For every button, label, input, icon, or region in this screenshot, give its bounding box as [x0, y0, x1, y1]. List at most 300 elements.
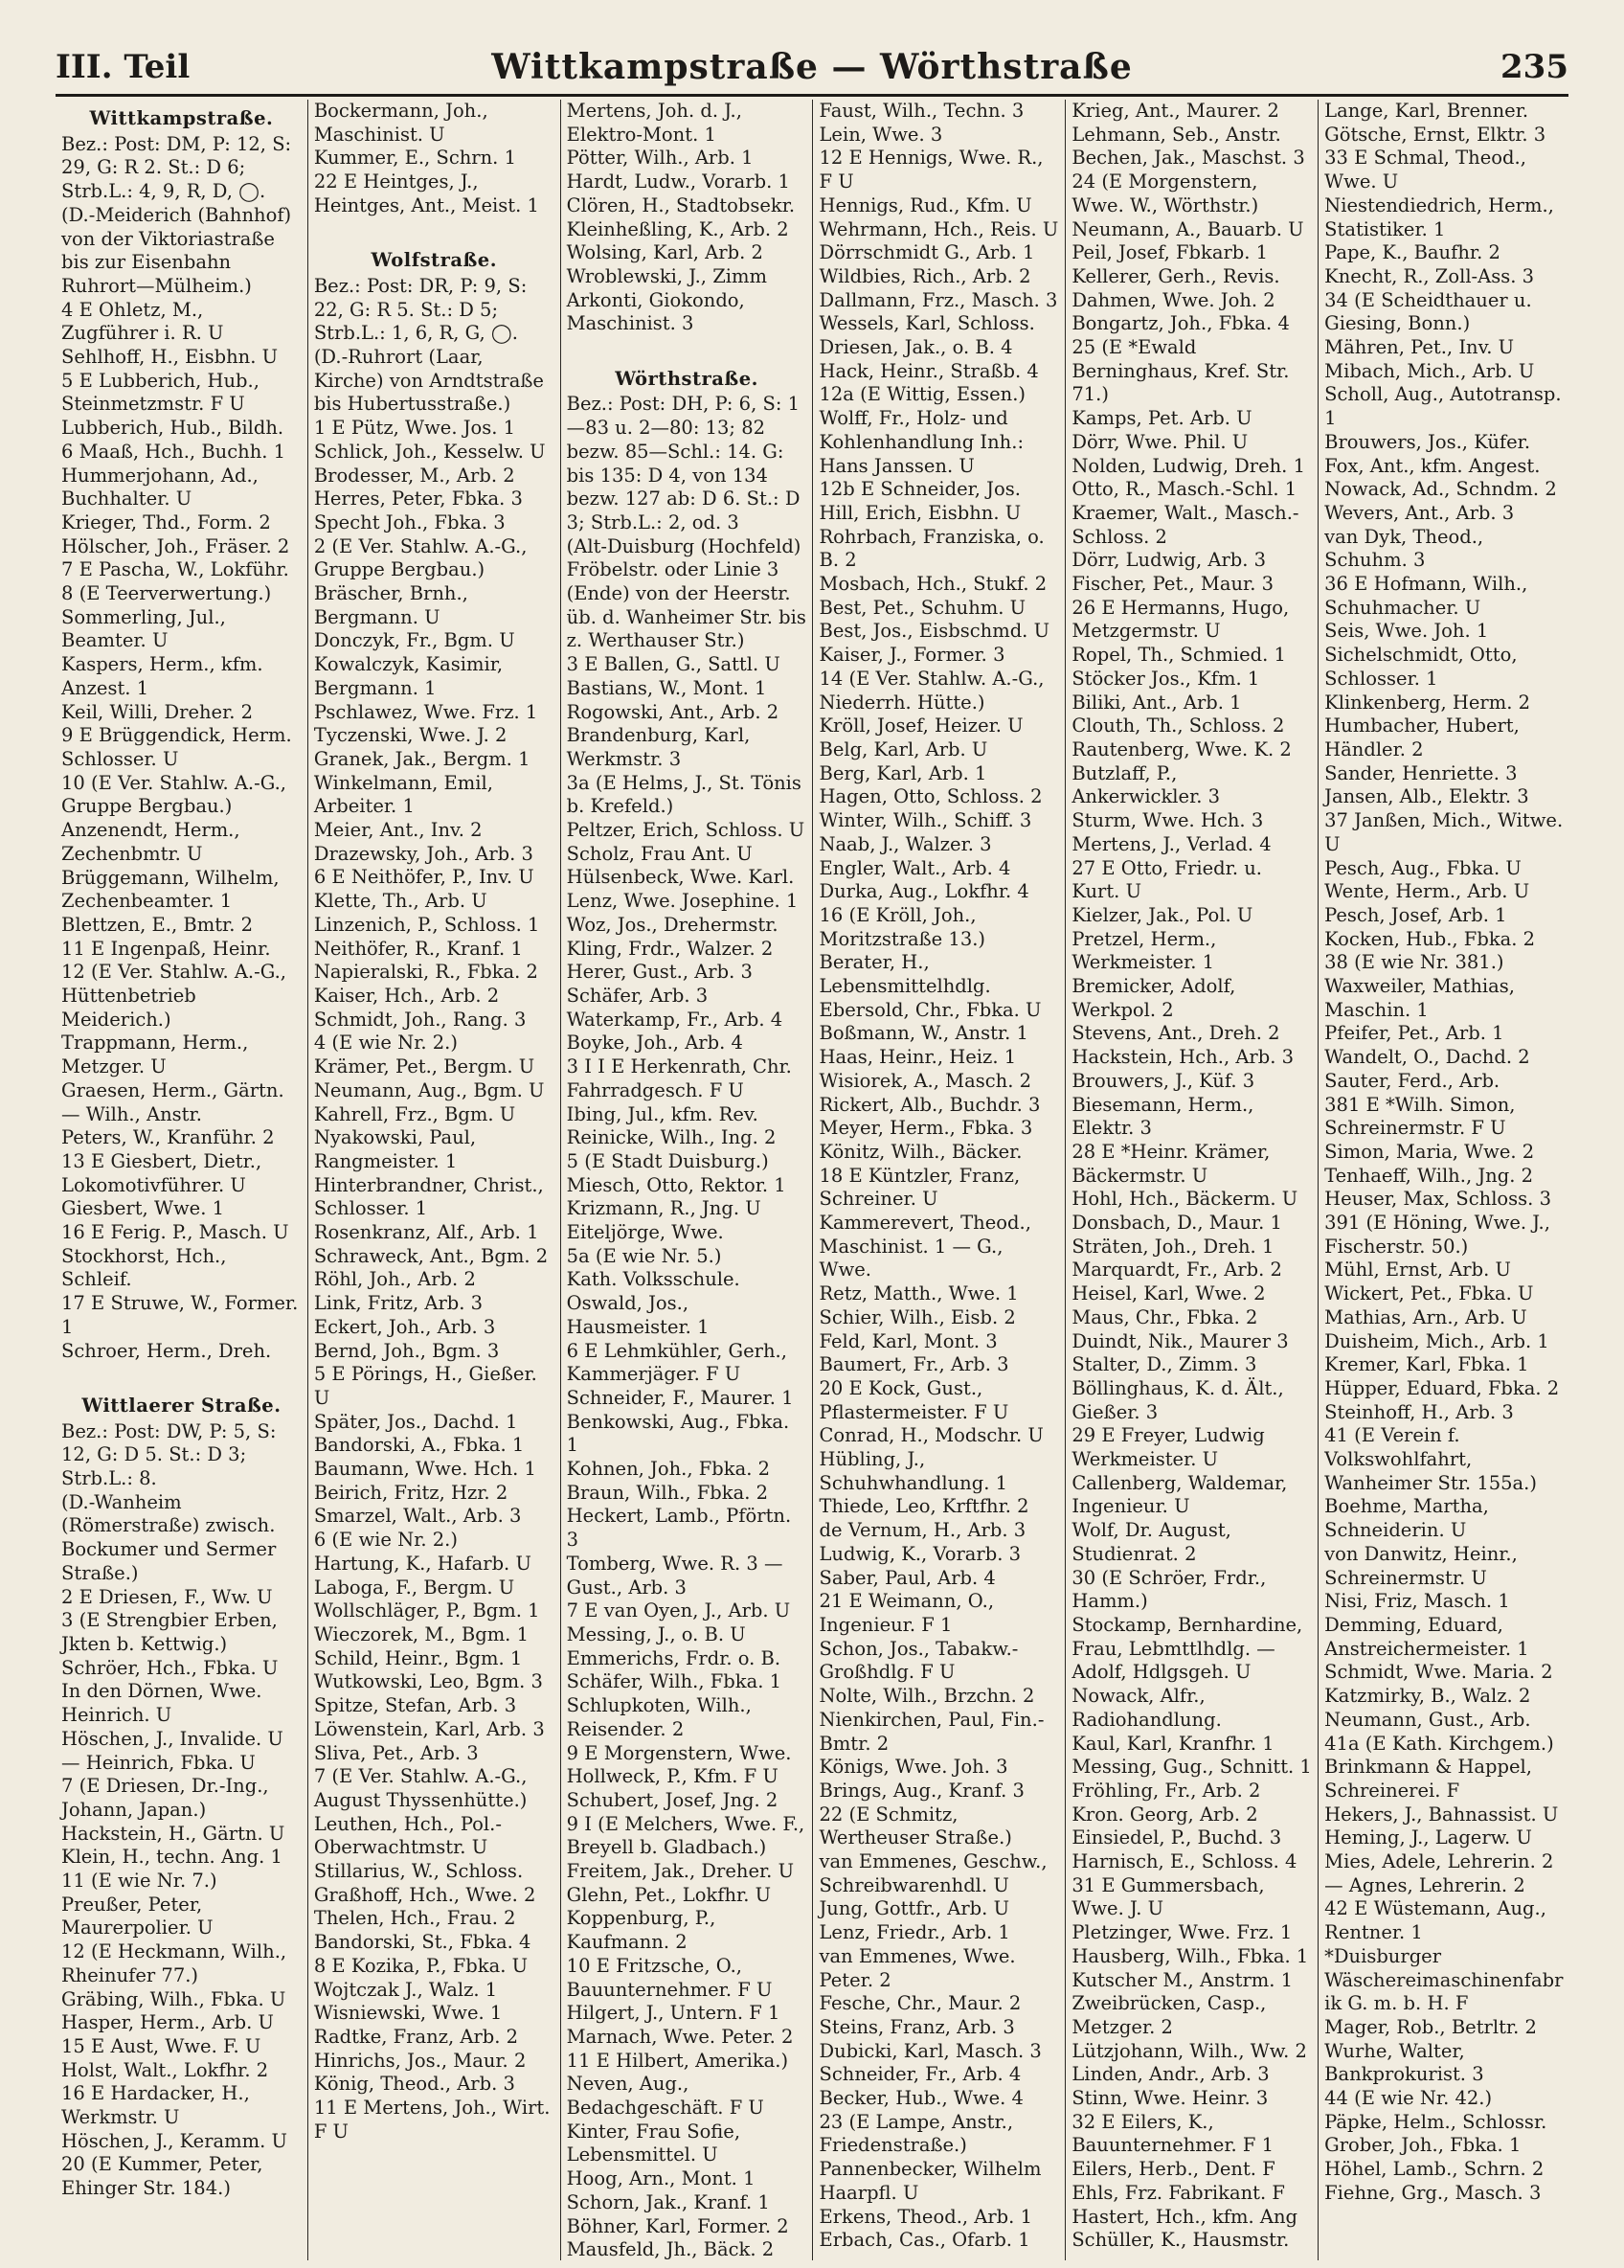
directory-entry: Peil, Josef, Fbkarb. 1	[1071, 241, 1269, 264]
directory-entry: Sommerling, Jul., Beamter. U	[61, 605, 226, 652]
directory-entry: Schäfer, Wilh., Fbka. 1	[566, 1670, 782, 1693]
directory-entry: 21 E Weimann, O., Ingenieur. F 1	[819, 1590, 995, 1636]
directory-entry: Brüggemann, Wilhelm, Zechenbeamter. 1	[61, 866, 280, 913]
directory-entry: Koppenburg, P., Kaufmann. 2	[566, 1907, 716, 1954]
directory-entry: 36 E Hofmann, Wilh., Schuhmacher. U	[1324, 573, 1528, 619]
directory-entry: Drazewsky, Joh., Arb. 3	[313, 842, 533, 865]
directory-entry: 15 E Aust, Wwe. F. U	[61, 2034, 261, 2057]
directory-entry: Jansen, Alb., Elektr. 3	[1324, 785, 1529, 808]
spacer	[314, 218, 554, 242]
directory-entry: Hinrichs, Jos., Maur. 2	[313, 2049, 527, 2072]
street-heading: Wörthstraße.	[615, 367, 758, 390]
directory-entry: Schäfer, Arb. 3	[566, 985, 709, 1007]
directory-entry: Seis, Wwe. Joh. 1	[1324, 620, 1489, 643]
directory-entry: Schroer, Herm., Dreh.	[61, 1339, 272, 1362]
directory-entry: Nolte, Wilh., Brzchn. 2	[819, 1685, 1035, 1708]
directory-entry: Ehls, Frz. Fabrikant. F	[1071, 2181, 1285, 2204]
directory-entry: Graesen, Herm., Gärtn. — Wilh., Anstr.	[61, 1078, 284, 1125]
directory-entry: Schneider, Fr., Arb. 4	[819, 2063, 1022, 2086]
directory-entry: Beirich, Fritz, Hzr. 2	[313, 1481, 508, 1504]
directory-entry: Kamps, Pet. Arb. U	[1071, 407, 1252, 430]
directory-entry: Boyke, Joh., Arb. 4	[566, 1032, 743, 1055]
directory-entry: Schüller, K., Hausmstr.	[1071, 2229, 1290, 2252]
directory-entry: Kummer, E., Schrn. 1	[313, 147, 516, 170]
directory-entry: Pape, K., Baufhr. 2	[1324, 241, 1500, 264]
directory-entry: Neumann, A., Bauarb. U	[1071, 217, 1304, 240]
directory-entry: Fiehne, Grg., Masch. 3	[1324, 2181, 1542, 2204]
directory-entry: In den Dörnen, Wwe. Heinrich. U	[61, 1680, 262, 1727]
directory-entry: Biliki, Ant., Arb. 1	[1071, 691, 1242, 714]
directory-entry: Dahmen, Wwe. Joh. 2	[1071, 288, 1275, 311]
directory-entry: Winkelmann, Emil, Arbeiter. 1	[313, 771, 493, 818]
directory-entry: 18 E Küntzler, Franz, Schreiner. U	[819, 1164, 1021, 1211]
directory-entry: Pesch, Aug., Fbka. U	[1324, 856, 1522, 879]
directory-entry: Schröer, Hch., Fbka. U	[61, 1656, 279, 1679]
directory-entry: Naab, J., Walzer. 3	[819, 832, 992, 855]
directory-entry: 391 (E Höning, Wwe. J., Fischerstr. 50.)	[1324, 1212, 1550, 1258]
directory-entry: Schier, Wilh., Eisb. 2	[819, 1305, 1016, 1328]
directory-entry: 4 E Ohletz, M., Zugführer i. R. U	[61, 298, 224, 345]
directory-entry: Rickert, Alb., Buchdr. 3	[819, 1093, 1041, 1116]
directory-entry: Peltzer, Erich, Schloss. U	[566, 819, 805, 842]
directory-entry: Kremer, Karl, Fbka. 1	[1324, 1353, 1529, 1376]
directory-entry: Bernd, Joh., Bgm. 3	[313, 1339, 500, 1362]
directory-entry: Wehrmann, Hch., Reis. U	[819, 217, 1059, 240]
directory-entry: 37 Janßen, Mich., Witwe. U	[1324, 809, 1564, 855]
directory-entry: Bez.: Post: DR, P: 9, S: 22, G: R 5. St.: D 5; Strb.L.: 1, 6, R, G, ◯.	[313, 274, 528, 345]
directory-entry: Erbach, Cas., Ofarb. 1	[819, 2229, 1030, 2252]
directory-entry: Schneider, F., Maurer. 1	[566, 1386, 794, 1409]
directory-entry: Mies, Adele, Lehrerin. 2 — Agnes, Lehrerin. 2	[1324, 1850, 1554, 1896]
directory-entry: Hohl, Hch., Bäckerm. U	[1071, 1188, 1298, 1211]
directory-entry: Katzmirky, B., Walz. 2	[1324, 1685, 1531, 1708]
directory-entry: Zweibrücken, Casp., Metzger. 2	[1071, 1992, 1267, 2038]
directory-entry: Fesche, Chr., Maur. 2	[819, 1992, 1022, 2015]
directory-entry: Boßmann, W., Anstr. 1	[819, 1022, 1028, 1045]
directory-entry: Link, Fritz, Arb. 3	[313, 1292, 484, 1315]
directory-entry: Klein, H., techn. Ang. 1	[61, 1846, 282, 1869]
directory-entry: Rogowski, Ant., Arb. 2	[566, 700, 779, 723]
directory-entry: Hack, Heinr., Straßb. 4	[819, 359, 1039, 382]
directory-entry: Pannenbecker, Wilhelm Haarpfl. U	[819, 2158, 1042, 2204]
directory-entry: Stockamp, Bernhardine, Frau, Lebmttlhdlg. — Adolf, Hdlgsgeh. U	[1071, 1614, 1303, 1684]
directory-entry: Herer, Gust., Arb. 3	[566, 961, 753, 984]
directory-entry: Pschlawez, Wwe. Frz. 1	[313, 700, 538, 723]
directory-entry: Kielzer, Jak., Pol. U	[1071, 903, 1253, 926]
directory-entry: Driesen, Jak., o. B. 4	[819, 336, 1013, 359]
directory-entry: Kohnen, Joh., Fbka. 2	[566, 1458, 771, 1481]
directory-entry: van Emmenes, Wwe. Peter. 2	[819, 1944, 1016, 1991]
directory-entry: Arkonti, Giokondo, Maschinist. 3	[566, 288, 745, 335]
directory-entry: Stinn, Wwe. Heinr. 3	[1071, 2087, 1269, 2110]
directory-entry: 3 E Ballen, G., Sattl. U	[566, 653, 780, 676]
directory-entry: Spitze, Stefan, Arb. 3	[313, 1694, 517, 1717]
directory-entry: Höhel, Lamb., Schrn. 2	[1324, 2158, 1545, 2181]
directory-entry: 2 (E Ver. Stahlw. A.-G., Gruppe Bergbau.)	[313, 534, 528, 581]
directory-entry: Meier, Ant., Inv. 2	[313, 819, 483, 842]
directory-entry: Kron. Georg, Arb. 2	[1071, 1803, 1258, 1826]
directory-entry: Bandorski, A., Fbka. 1	[313, 1434, 525, 1457]
directory-entry: 5 (E Stadt Duisburg.)	[566, 1149, 769, 1172]
directory-entry: Duindt, Nik., Maurer 3	[1071, 1329, 1289, 1352]
directory-entry: 12b E Schneider, Jos.	[819, 478, 1021, 501]
directory-entry: Waxweiler, Mathias, Maschin. 1	[1324, 975, 1515, 1021]
directory-entry: Heming, J., Lagerw. U	[1324, 1826, 1532, 1849]
directory-entry: Stalter, D., Zimm. 3	[1071, 1353, 1257, 1376]
directory-entry: Bez.: Post: DW, P: 5, S: 12, G: D 5. St.: D 3; Strb.L.: 8.	[61, 1419, 277, 1490]
directory-entry: Kellerer, Gerh., Revis.	[1071, 264, 1280, 287]
spacer	[567, 336, 807, 360]
directory-entry: Löwenstein, Karl, Arb. 3	[313, 1717, 545, 1740]
directory-entry: Bastians, W., Mont. 1	[566, 676, 767, 699]
directory-entry: Granek, Jak., Bergm. 1	[313, 747, 530, 770]
directory-entry: Kath. Volksschule.	[566, 1268, 740, 1291]
directory-entry: Böhner, Karl, Former. 2	[566, 2214, 789, 2237]
directory-entry: Winter, Wilh., Schiff. 3	[819, 809, 1032, 832]
directory-entry: Dörr, Wwe. Phil. U	[1071, 430, 1249, 453]
directory-entry: Hasper, Herm., Arb. U	[61, 2011, 274, 2034]
directory-entry: Fröhling, Fr., Arb. 2	[1071, 1779, 1261, 1802]
directory-entry: Marquardt, Fr., Arb. 2	[1071, 1259, 1282, 1281]
directory-entry: Hardt, Ludw., Vorarb. 1	[566, 170, 790, 193]
directory-entry: Messing, J., o. B. U	[566, 1622, 746, 1645]
directory-entry: Benkowski, Aug., Fbka. 1	[566, 1410, 790, 1457]
directory-entry: 25 (E *Ewald Berninghaus, Kref. Str. 71.)	[1071, 336, 1290, 406]
directory-entry: Päpke, Helm., Schlossr.	[1324, 2110, 1547, 2133]
directory-entry: 20 E Kock, Gust., Pflastermeister. F U	[819, 1376, 1009, 1423]
spacer	[61, 1363, 302, 1387]
directory-entry: Trappmann, Herm., Metzger. U	[61, 1032, 249, 1078]
page-title: Wittkampstraße — Wörthstraße	[491, 47, 1133, 87]
directory-entry: Kröll, Josef, Heizer. U	[819, 714, 1024, 737]
directory-entry: 3 (E Strengbier Erben, Jkten b. Kettwig.)	[61, 1609, 278, 1655]
directory-entry: 5a (E wie Nr. 5.)	[566, 1244, 722, 1267]
directory-entry: *Duisburger Wäschereimaschinenfabrik G. m. b. H. F	[1324, 1944, 1564, 2015]
directory-entry: Wisiorek, A., Masch. 2	[819, 1069, 1032, 1092]
directory-entry: 6 E Neithöfer, P., Inv. U	[313, 866, 534, 889]
directory-entry: Emmerichs, Frdr. o. B.	[566, 1646, 781, 1669]
column-1	[56, 100, 308, 2260]
directory-entry: Kahrell, Frz., Bgm. U	[313, 1102, 516, 1125]
directory-entry: Hagen, Otto, Schloss. 2	[819, 785, 1043, 808]
directory-entry: Marnach, Wwe. Peter. 2	[566, 2025, 794, 2048]
directory-entry: Donsbach, D., Maur. 1	[1071, 1212, 1282, 1235]
directory-entry: Freitem, Jak., Dreher. U	[566, 1860, 795, 1883]
directory-entry: Knecht, R., Zoll-Ass. 3	[1324, 264, 1535, 287]
directory-entry: Rautenberg, Wwe. K. 2	[1071, 737, 1292, 760]
directory-entry: Steinhoff, H., Arb. 3	[1324, 1400, 1514, 1423]
street-heading: Wittkampstraße.	[89, 107, 274, 129]
directory-entry: 42 E Wüstemann, Aug., Rentner. 1	[1324, 1897, 1546, 1944]
directory-entry: Feld, Karl, Mont. 3	[819, 1329, 998, 1352]
directory-entry: Später, Jos., Dachd. 1	[313, 1410, 518, 1433]
directory-entry: Wolsing, Karl, Arb. 2	[566, 241, 763, 264]
directory-entry: 12 E Hennigs, Wwe. R., F U	[819, 147, 1044, 193]
directory-entry: 1 E Pütz, Wwe. Jos. 1	[313, 417, 516, 440]
directory-entry: Brouwers, J., Küf. 3	[1071, 1069, 1255, 1092]
directory-entry: 12 (E Heckmann, Wilh., Rheinufer 77.)	[61, 1940, 287, 1986]
directory-entry: Baumert, Fr., Arb. 3	[819, 1353, 1009, 1376]
directory-entry: Wisniewski, Wwe. 1	[313, 2002, 503, 2025]
directory-entry: Lein, Wwe. 3	[819, 123, 943, 146]
directory-entry: (D.-Meiderich (Bahnhof) von der Viktoriastraße bis zur Eisenbahn Ruhrort—Mülheim.)	[61, 203, 292, 297]
directory-entry: Schraweck, Ant., Bgm. 2	[313, 1244, 549, 1267]
directory-entry: Belg, Karl, Arb. U	[819, 737, 988, 760]
directory-entry: Lubberich, Hub., Bildh.	[61, 417, 284, 440]
directory-entry: Eilers, Herb., Dent. F	[1071, 2158, 1275, 2181]
directory-entry: Wildbies, Rich., Arb. 2	[819, 264, 1031, 287]
directory-entry: 9 E Morgenstern, Wwe.	[566, 1741, 792, 1764]
directory-entry: Humbacher, Hubert, Händler. 2	[1324, 714, 1520, 760]
directory-entry: Holst, Walt., Lokfhr. 2	[61, 2058, 269, 2081]
directory-entry: 7 E Pascha, W., Lokführ.	[61, 558, 289, 581]
directory-entry: Meyer, Herm., Fbka. 3	[819, 1117, 1033, 1140]
directory-entry: Mager, Rob., Betrltr. 2	[1324, 2015, 1537, 2038]
directory-entry: Boehme, Martha, Schneiderin. U	[1324, 1495, 1489, 1542]
directory-entry: 32 E Eilers, K., Bauunternehmer. F 1	[1071, 2110, 1274, 2157]
directory-entry: Böllinghaus, K. d. Ält., Gießer. 3	[1071, 1376, 1284, 1423]
directory-entry: Grober, Joh., Fbka. 1	[1324, 2134, 1522, 2157]
directory-entry: Graßhoff, Hch., Wwe. 2	[313, 1883, 536, 1906]
directory-entry: Mertens, J., Verlad. 4	[1071, 832, 1272, 855]
directory-entry: 12a (E Wittig, Essen.)	[819, 383, 1026, 406]
directory-entry: Mühl, Ernst, Arb. U	[1324, 1259, 1511, 1281]
directory-entry: Kaspers, Herm., kfm. Anzest. 1	[61, 653, 263, 699]
directory-entry: Clouth, Th., Schloss. 2	[1071, 714, 1285, 737]
directory-entry: Pletzinger, Wwe. Frz. 1	[1071, 1921, 1293, 1944]
directory-entry: de Vernum, H., Arb. 3	[819, 1519, 1026, 1542]
directory-entry: Thelen, Hch., Frau. 2	[313, 1907, 516, 1930]
directory-entry: Nienkirchen, Paul, Fin.-Bmtr. 2	[819, 1708, 1045, 1755]
directory-entry: Donczyk, Fr., Bgm. U	[313, 629, 515, 652]
directory-entry: Messing, Gug., Schnitt. 1	[1071, 1756, 1312, 1779]
directory-entry: Hinterbrandner, Christ., Schlosser. 1	[313, 1173, 544, 1220]
directory-entry: Stillarius, W., Schloss.	[313, 1860, 524, 1883]
directory-entry: Hekers, J., Bahnassist. U	[1324, 1803, 1559, 1826]
column-3	[561, 100, 814, 2260]
directory-entry: 11 (E wie Nr. 7.)	[61, 1870, 217, 1893]
directory-entry: Nyakowski, Paul, Rangmeister. 1	[313, 1126, 477, 1172]
directory-entry: Radtke, Franz, Arb. 2	[313, 2025, 519, 2048]
directory-entry: Mähren, Pet., Inv. U	[1324, 336, 1515, 359]
directory-entry: van Emmenes, Geschw., Schreibwarenhdl. U	[819, 1850, 1048, 1896]
directory-entry: Pretzel, Herm., Werkmeister. 1	[1071, 927, 1217, 974]
directory-entry: Höschen, J., Invalide. U — Heinrich, Fbka. U	[61, 1727, 283, 1774]
directory-entry: Kleinheßling, K., Arb. 2	[566, 217, 789, 240]
directory-entry: 23 (E Lampe, Anstr., Friedenstraße.)	[819, 2110, 1014, 2157]
column-4	[813, 100, 1066, 2260]
directory-entry: Hausberg, Wilh., Fbka. 1	[1071, 1944, 1309, 1967]
directory-entry: Heuser, Max, Schloss. 3	[1324, 1188, 1551, 1211]
directory-entry: Neumann, Aug., Bgm. U	[313, 1078, 545, 1101]
directory-entry: Eckert, Joh., Arb. 3	[313, 1315, 496, 1338]
directory-entry: Hackstein, Hch., Arb. 3	[1071, 1046, 1295, 1069]
column-6	[1319, 100, 1570, 2260]
directory-entry: Wroblewski, J., Zimm	[566, 264, 767, 287]
directory-entry: Hollweck, P., Kfm. F U	[566, 1765, 778, 1788]
directory-entry: Wollschläger, P., Bgm. 1	[313, 1599, 540, 1622]
directory-entry: 11 E Ingenpaß, Heinr.	[61, 937, 271, 960]
directory-entry: 28 E *Heinr. Krämer, Bäckermstr. U	[1071, 1140, 1271, 1187]
directory-entry: (D.-Wanheim (Römerstraße) zwisch. Bockumer und Sermer Straße.)	[61, 1490, 277, 1584]
directory-entry: 16 E Hardacker, H., Werkmstr. U	[61, 2082, 250, 2129]
directory-entry: Kowalczyk, Kasimir, Bergmann. 1	[313, 653, 504, 699]
directory-entry: Bremicker, Adolf, Werkpol. 2	[1071, 975, 1236, 1021]
directory-entry: Schild, Heinr., Bgm. 1	[313, 1646, 523, 1669]
directory-entry: 10 E Fritzsche, O., Bauunternehmer. F U	[566, 1954, 773, 2001]
directory-entry: Wieczorek, M., Bgm. 1	[313, 1622, 529, 1645]
directory-entry: Wickert, Pet., Fbka. U	[1324, 1282, 1534, 1305]
directory-entry: Kocken, Hub., Fbka. 2	[1324, 927, 1536, 950]
directory-entry: Ropel, Th., Schmied. 1	[1071, 644, 1286, 667]
directory-entry: Best, Pet., Schuhm. U	[819, 596, 1026, 619]
directory-entry: Wutkowski, Leo, Bgm. 3	[313, 1670, 543, 1693]
directory-entry: Gräbing, Wilh., Fbka. U	[61, 1987, 286, 2010]
directory-entry: Reinicke, Wilh., Ing. 2	[566, 1126, 777, 1149]
directory-entry: Saber, Paul, Arb. 4	[819, 1566, 996, 1589]
directory-entry: Wevers, Ant., Arb. 3	[1324, 501, 1515, 524]
directory-entry: Königs, Wwe. Joh. 3	[819, 1756, 1008, 1779]
directory-entry: 6 Maaß, Hch., Buchh. 1	[61, 440, 286, 463]
directory-entry: Scholl, Aug., Autotransp. 1	[1324, 383, 1562, 430]
directory-entry: 10 (E Ver. Stahlw. A.-G., Gruppe Bergbau.)	[61, 771, 286, 818]
directory-entry: Kaiser, J., Former. 3	[819, 644, 1005, 667]
directory-entry: Anzenendt, Herm., Zechenbmtr. U	[61, 819, 240, 865]
directory-entry: Fischer, Pet., Maur. 3	[1071, 573, 1274, 596]
directory-entry: Wojtczak J., Walz. 1	[313, 1978, 498, 2001]
section-label: III. Teil	[56, 48, 191, 86]
directory-entry: Maus, Chr., Fbka. 2	[1071, 1305, 1258, 1328]
directory-entry: Blettzen, E., Bmtr. 2	[61, 913, 254, 936]
directory-entry: Höschen, J., Keramm. U	[61, 2129, 287, 2152]
directory-entry: Hoog, Arn., Mont. 1	[566, 2167, 756, 2190]
directory-entry: 3a (E Helms, J., St. Tönis b. Krefeld.)	[566, 771, 801, 818]
directory-entry: Brings, Aug., Kranf. 3	[819, 1779, 1025, 1802]
columns-container	[56, 100, 1570, 2260]
directory-entry: Sturm, Wwe. Hch. 3	[1071, 809, 1264, 832]
directory-entry: Hübling, J., Schuhwhandlung. 1	[819, 1448, 1007, 1494]
directory-entry: Specht Joh., Fbka. 3	[313, 510, 506, 533]
directory-entry: 16 E Ferig. P., Masch. U	[61, 1221, 289, 1244]
directory-entry: Mosbach, Hch., Stukf. 2	[819, 573, 1048, 596]
directory-entry: Götsche, Ernst, Elktr. 3	[1324, 123, 1546, 146]
directory-entry: Hastert, Hch., kfm. Ang	[1071, 2205, 1298, 2228]
directory-entry: 8 E Kozika, P., Fbka. U	[313, 1954, 529, 1977]
directory-entry: Krieger, Thd., Form. 2	[61, 510, 271, 533]
directory-entry: 4 (E wie Nr. 2.)	[313, 1032, 458, 1055]
directory-entry: Bez.: Post: DH, P: 6, S: 1—83 u. 2—80: 13; 82 bezw. 85—Schl.: 14. G: bis 135: D 4, von 134 bezw. 127 ab: D 6. St.: D 3; Strb.L.: 2, od. 3	[566, 393, 801, 533]
directory-entry: 34 (E Scheidthauer u. Giesing, Bonn.)	[1324, 288, 1532, 335]
directory-entry: 41a (E Kath. Kirchgem.)	[1324, 1732, 1554, 1755]
directory-entry: Herres, Peter, Fbka. 3	[313, 488, 523, 510]
directory-entry: Kaul, Karl, Kranfhr. 1	[1071, 1732, 1274, 1755]
directory-entry: Lehmann, Seb., Anstr.	[1071, 123, 1281, 146]
directory-entry: Rosenkranz, Alf., Arb. 1	[313, 1221, 539, 1244]
directory-entry: 44 (E wie Nr. 42.)	[1324, 2087, 1493, 2110]
directory-entry: 22 (E Schmitz, Wertheuser Straße.)	[819, 1803, 1012, 1849]
directory-entry: 12 (E Ver. Stahlw. A.-G., Hüttenbetrieb Meiderich.)	[61, 961, 286, 1031]
directory-entry: Kaiser, Hch., Arb. 2	[313, 985, 500, 1007]
directory-entry: 33 E Schmal, Theod., Wwe. U	[1324, 147, 1526, 193]
directory-entry: Mibach, Mich., Arb. U	[1324, 359, 1535, 382]
directory-entry: Stevens, Ant., Dreh. 2	[1071, 1022, 1280, 1045]
directory-entry: Pötter, Wilh., Arb. 1	[566, 147, 754, 170]
directory-entry: Thiede, Leo, Krftfhr. 2	[819, 1495, 1029, 1518]
directory-entry: 30 (E Schröer, Frdr., Hamm.)	[1071, 1566, 1267, 1613]
directory-entry: 7 E van Oyen, J., Arb. U	[566, 1599, 791, 1622]
directory-entry: Sehlhoff, H., Eisbhn. U	[61, 346, 279, 369]
directory-entry: 5 E Lubberich, Hub., Steinmetzmstr. F U	[61, 369, 259, 416]
directory-entry: Linzenich, P., Schloss. 1	[313, 913, 540, 936]
column-2	[308, 100, 561, 2260]
directory-entry: Kammerevert, Theod., Maschinist. 1 — G., Wwe.	[819, 1212, 1031, 1281]
directory-entry: Schmidt, Wwe. Maria. 2	[1324, 1661, 1553, 1684]
directory-entry: Brinkmann & Happel, Schreinerei. F	[1324, 1756, 1532, 1802]
directory-entry: Giesbert, Wwe. 1	[61, 1197, 225, 1220]
directory-entry: (Alt-Duisburg (Hochfeld) Fröbelstr. oder Linie 3 (Ende) von der Heerstr. üb. d. Wanheimer Str. bis z. Werthauser Str.)	[566, 534, 806, 652]
street-heading: Wolfstraße.	[371, 249, 497, 272]
directory-entry: 11 E Hilbert, Amerika.)	[566, 2049, 789, 2072]
directory-entry: Miesch, Otto, Rektor. 1	[566, 1173, 786, 1196]
directory-entry: Faust, Wilh., Techn. 3	[819, 100, 1025, 122]
directory-entry: Krieg, Ant., Maurer. 2	[1071, 100, 1279, 122]
directory-entry: Nisi, Friz, Masch. 1	[1324, 1590, 1510, 1613]
directory-entry: Linden, Andr., Arb. 3	[1071, 2063, 1270, 2086]
directory-entry: Retz, Matth., Wwe. 1	[819, 1282, 1019, 1305]
directory-entry: 16 (E Kröll, Joh., Moritzstraße 13.)	[819, 903, 986, 950]
directory-entry: Wente, Herm., Arb. U	[1324, 880, 1530, 903]
directory-entry: 26 E Hermanns, Hugo, Metzgermstr. U	[1071, 596, 1290, 643]
directory-entry: 9 I (E Melchers, Wwe. F., Breyell b. Gladbach.)	[566, 1812, 805, 1859]
directory-entry: Clören, H., Stadtobsekr.	[566, 193, 796, 216]
directory-entry: Hilgert, J., Untern. F 1	[566, 2002, 780, 2025]
directory-entry: von Danwitz, Heinr., Schreinermstr. U	[1324, 1542, 1518, 1589]
directory-entry: Leuthen, Hch., Pol.-Oberwachtmstr. U	[313, 1812, 502, 1859]
directory-entry: 29 E Freyer, Ludwig Werkmeister. U	[1071, 1424, 1265, 1471]
directory-entry: Bez.: Post: DM, P: 12, S: 29, G: R 2. St.: D 6; Strb.L.: 4, 9, R, D, ◯.	[61, 132, 292, 203]
directory-entry: Bandorski, St., Fbka. 4	[313, 1931, 531, 1954]
directory-entry: Hackstein, H., Gärtn. U	[61, 1822, 285, 1845]
directory-entry: Bockermann, Joh., Maschinist. U	[313, 100, 488, 146]
directory-entry: Berater, H., Lebensmittelhdlg.	[819, 951, 991, 998]
directory-entry: Dörr, Ludwig, Arb. 3	[1071, 549, 1267, 572]
directory-entry: Schmidt, Joh., Rang. 3	[313, 1008, 527, 1031]
directory-entry: Berg, Karl, Arb. 1	[819, 761, 987, 784]
directory-entry: Biesemann, Herm., Elektr. 3	[1071, 1093, 1254, 1140]
directory-entry: Keil, Willi, Dreher. 2	[61, 700, 254, 723]
directory-entry: Duisheim, Mich., Arb. 1	[1324, 1329, 1549, 1352]
directory-entry: Brodesser, M., Arb. 2	[313, 464, 515, 487]
directory-entry: Sander, Henriette. 3	[1324, 761, 1518, 784]
directory-entry: Krämer, Pet., Bergm. U	[313, 1055, 535, 1078]
directory-entry: Glehn, Pet., Lokfhr. U	[566, 1883, 772, 1906]
directory-entry: Hülsenbeck, Wwe. Karl.	[566, 866, 795, 889]
directory-entry: Schorn, Jak., Kranf. 1	[566, 2190, 770, 2213]
directory-entry: Stockhorst, Hch., Schleif.	[61, 1244, 227, 1291]
directory-entry: Engler, Walt., Arb. 4	[819, 856, 1011, 879]
directory-entry: Becker, Hub., Wwe. 4	[819, 2087, 1024, 2110]
directory-entry: Haas, Heinr., Heiz. 1	[819, 1046, 1017, 1069]
directory-entry: Lange, Karl, Brenner.	[1324, 100, 1529, 122]
directory-entry: Mathias, Arn., Arb. U	[1324, 1305, 1527, 1328]
directory-entry: 17 E Struwe, W., Former. 1	[61, 1292, 299, 1338]
directory-entry: Durka, Aug., Lokfhr. 4	[819, 880, 1029, 903]
directory-entry: Sichelschmidt, Otto, Schlosser. 1	[1324, 644, 1518, 690]
directory-entry: Tyczenski, Wwe. J. 2	[313, 724, 508, 747]
directory-entry: 7 (E Ver. Stahlw. A.-G., August Thyssenhütte.)	[313, 1765, 528, 1811]
directory-entry: Conrad, H., Modschr. U	[819, 1424, 1044, 1447]
directory-entry: Neven, Aug., Bedachgeschäft. F U	[566, 2073, 764, 2120]
